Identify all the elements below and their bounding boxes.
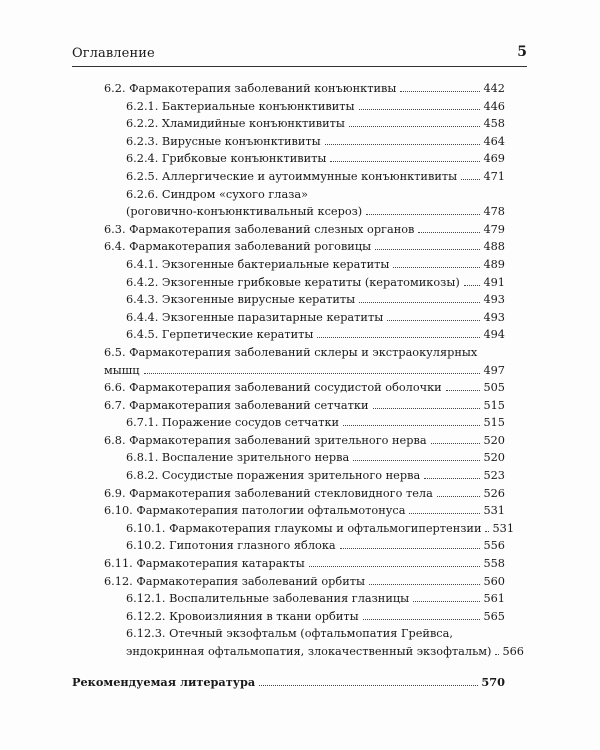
toc-entry-title: 6.10.2. Гипотония глазного яблока xyxy=(126,539,336,553)
dot-leader xyxy=(437,496,481,497)
toc-entry-page: 493 xyxy=(483,310,505,324)
table-of-contents xyxy=(72,80,524,691)
toc-entry-title: 6.11. Фармакотерапия катаракты xyxy=(104,557,305,571)
toc-entry-title: 6.4.1. Экзогенные бактериальные кератиты xyxy=(126,257,390,271)
dot-leader xyxy=(495,654,499,655)
toc-entry[interactable] xyxy=(72,573,505,591)
toc-entry[interactable] xyxy=(72,150,505,168)
toc-entry-title: 6.12.2. Кровоизлияния в ткани орбиты xyxy=(126,609,359,623)
toc-entry-title: 6.7.1. Поражение сосудов сетчатки xyxy=(126,416,340,430)
toc-entry-title: эндокринная офтальмопатия, злокачественный экзофтальм) xyxy=(126,645,492,658)
toc-entry-page: 464 xyxy=(483,134,505,148)
toc-entry[interactable] xyxy=(72,344,505,379)
dot-leader xyxy=(353,460,480,461)
toc-entry[interactable] xyxy=(72,608,505,626)
toc-entry[interactable] xyxy=(72,309,505,327)
dot-leader xyxy=(259,685,478,686)
toc-entry-page: 566 xyxy=(502,645,524,658)
toc-entry-page: 505 xyxy=(483,381,505,395)
toc-entry-title: 6.12.1. Воспалительные заболевания глазницы xyxy=(126,592,410,606)
toc-entry-page: 494 xyxy=(483,328,505,342)
toc-entry-title: 6.4. Фармакотерапия заболеваний роговицы xyxy=(104,240,372,254)
toc-entry[interactable] xyxy=(72,115,505,133)
toc-entry-page: 446 xyxy=(483,99,505,113)
toc-entry[interactable] xyxy=(72,98,505,116)
toc-entry-title: 6.10. Фармакотерапия патологии офтальмотонуса xyxy=(104,504,406,518)
toc-entry[interactable] xyxy=(72,221,505,239)
toc-entry-title: 6.10.1. Фармакотерапия глаукомы и офтальмогипертензии xyxy=(126,521,482,535)
page-number: 5 xyxy=(517,44,527,60)
toc-entry[interactable] xyxy=(72,291,505,309)
dot-leader xyxy=(144,373,481,374)
dot-leader xyxy=(317,337,480,338)
toc-entry-title: 6.2.4. Грибковые конъюнктивиты xyxy=(126,152,327,166)
toc-entry-title: 6.2.5. Аллергические и аутоиммунные конъюнктивиты xyxy=(126,169,458,183)
dot-leader xyxy=(485,531,489,532)
toc-entry-page: 561 xyxy=(483,592,505,606)
toc-entry-title: 6.2.1. Бактериальные конъюнктивиты xyxy=(126,99,355,113)
toc-entry[interactable] xyxy=(72,80,505,98)
dot-leader xyxy=(343,425,480,426)
toc-entry-page: 560 xyxy=(483,574,505,588)
toc-entry-page: 491 xyxy=(483,275,505,289)
toc-entry[interactable] xyxy=(72,238,505,256)
toc-entry-title: мышц xyxy=(104,363,140,377)
toc-entry[interactable] xyxy=(72,379,505,397)
toc-entry-title: 6.9. Фармакотерапия заболеваний стекловидного тела xyxy=(104,486,433,500)
dot-leader xyxy=(418,232,480,233)
dot-leader xyxy=(393,267,480,268)
toc-entry-page: 469 xyxy=(483,152,505,166)
toc-entry-title: 6.8.1. Воспаление зрительного нерва xyxy=(126,451,350,465)
toc-entry[interactable] xyxy=(72,256,505,274)
toc-entry-title: 6.6. Фармакотерапия заболеваний сосудистой оболочки xyxy=(104,381,442,395)
toc-entry[interactable] xyxy=(72,485,505,503)
toc-entry-page: 531 xyxy=(483,504,505,518)
dot-leader xyxy=(369,584,480,585)
toc-entry-page: 488 xyxy=(483,240,505,254)
section-gap xyxy=(72,661,505,674)
toc-entry-page: 520 xyxy=(483,433,505,447)
toc-entry-title: 6.12. Фармакотерапия заболеваний орбиты xyxy=(104,574,365,588)
dot-leader xyxy=(359,109,481,110)
running-header-title: Оглавление xyxy=(72,46,155,61)
toc-entry-page: 497 xyxy=(483,363,505,377)
dot-leader xyxy=(409,513,480,514)
toc-entry-title: 6.2.3. Вирусные конъюнктивиты xyxy=(126,134,321,148)
toc-entry-page: 526 xyxy=(483,486,505,500)
toc-entries xyxy=(72,80,524,661)
toc-entry[interactable] xyxy=(72,432,505,450)
dot-leader xyxy=(424,478,480,479)
dot-leader xyxy=(363,619,481,620)
toc-entry-title: 6.7. Фармакотерапия заболеваний сетчатки xyxy=(104,398,369,412)
toc-entry-title: 6.4.3. Экзогенные вирусные кератиты xyxy=(126,293,356,307)
dot-leader xyxy=(366,214,480,215)
toc-entry-page: 493 xyxy=(483,293,505,307)
toc-entry-title: 6.8. Фармакотерапия заболеваний зрительного нерва xyxy=(104,433,427,447)
toc-entry-title: 6.4.5. Герпетические кератиты xyxy=(126,328,314,342)
toc-entry-page: 556 xyxy=(483,539,505,553)
dot-leader xyxy=(375,249,480,250)
toc-entry-title: 6.2.2. Хламидийные конъюнктивиты xyxy=(126,117,345,131)
toc-entry[interactable] xyxy=(72,467,505,485)
toc-entry-title: 6.3. Фармакотерапия заболеваний слезных органов xyxy=(104,222,415,236)
toc-entry[interactable] xyxy=(72,520,515,538)
toc-entry[interactable] xyxy=(72,449,505,467)
toc-entry[interactable] xyxy=(72,502,505,520)
page-header xyxy=(72,44,527,67)
toc-entry-title: 6.4.4. Экзогенные паразитарные кератиты xyxy=(126,310,384,324)
toc-entry-page: 478 xyxy=(483,205,505,219)
toc-entry-title-line: 6.5. Фармакотерапия заболеваний склеры и экстраокулярных xyxy=(104,345,478,359)
toc-entry-title-line: 6.12.3. Отечный экзофтальм (офтальмопатия Грейвса, xyxy=(126,627,453,641)
toc-entry[interactable] xyxy=(72,274,505,292)
toc-entry-title: 6.2. Фармакотерапия заболеваний конъюнктивы xyxy=(104,82,397,95)
toc-entry-title: 6.8.2. Сосудистые поражения зрительного нерва xyxy=(126,469,421,483)
toc-entry-page: 523 xyxy=(483,469,505,483)
toc-entry-page: 558 xyxy=(483,557,505,571)
toc-entry-literature[interactable] xyxy=(72,674,505,692)
toc-entry[interactable] xyxy=(72,555,505,573)
dot-leader xyxy=(461,179,480,180)
dot-leader xyxy=(431,443,481,444)
toc-entry-page: 458 xyxy=(483,117,505,131)
dot-leader xyxy=(330,161,480,162)
toc-entry-page: 442 xyxy=(483,82,505,95)
toc-entry-page: 515 xyxy=(483,416,505,430)
toc-entry-page: 515 xyxy=(483,398,505,412)
toc-entry[interactable] xyxy=(72,133,505,151)
dot-leader xyxy=(387,320,480,321)
toc-entry-title: Рекомендуемая литература xyxy=(72,674,256,689)
toc-entry-page: 471 xyxy=(483,169,505,183)
toc-entry[interactable] xyxy=(72,590,505,608)
toc-entry-page: 570 xyxy=(481,674,505,689)
dot-leader xyxy=(349,126,481,127)
dot-leader xyxy=(446,390,481,391)
dot-leader xyxy=(464,285,481,286)
toc-entry[interactable] xyxy=(72,186,505,221)
toc-entry[interactable] xyxy=(72,397,505,415)
toc-entry-page: 489 xyxy=(483,257,505,271)
dot-leader xyxy=(309,566,481,567)
toc-entry-title: 6.4.2. Экзогенные грибковые кератиты (кератомикозы) xyxy=(126,275,460,289)
dot-leader xyxy=(340,548,481,549)
toc-entry[interactable] xyxy=(72,168,505,186)
toc-entry[interactable] xyxy=(72,537,505,555)
toc-entry[interactable] xyxy=(72,625,524,660)
dot-leader xyxy=(400,91,480,92)
toc-entry[interactable] xyxy=(72,414,505,432)
dot-leader xyxy=(325,144,481,145)
toc-entry-title-line: 6.2.6. Синдром «сухого глаза» xyxy=(126,187,309,201)
dot-leader xyxy=(373,408,481,409)
toc-entry-title: (роговично-конъюнктивальный ксероз) xyxy=(126,205,363,219)
toc-entry-page: 565 xyxy=(483,609,505,623)
toc-entry-page: 479 xyxy=(483,222,505,236)
toc-entry[interactable] xyxy=(72,326,505,344)
toc-entry-page: 531 xyxy=(492,521,515,535)
toc-entry-page: 520 xyxy=(483,451,505,465)
dot-leader xyxy=(359,302,480,303)
dot-leader xyxy=(413,601,480,602)
